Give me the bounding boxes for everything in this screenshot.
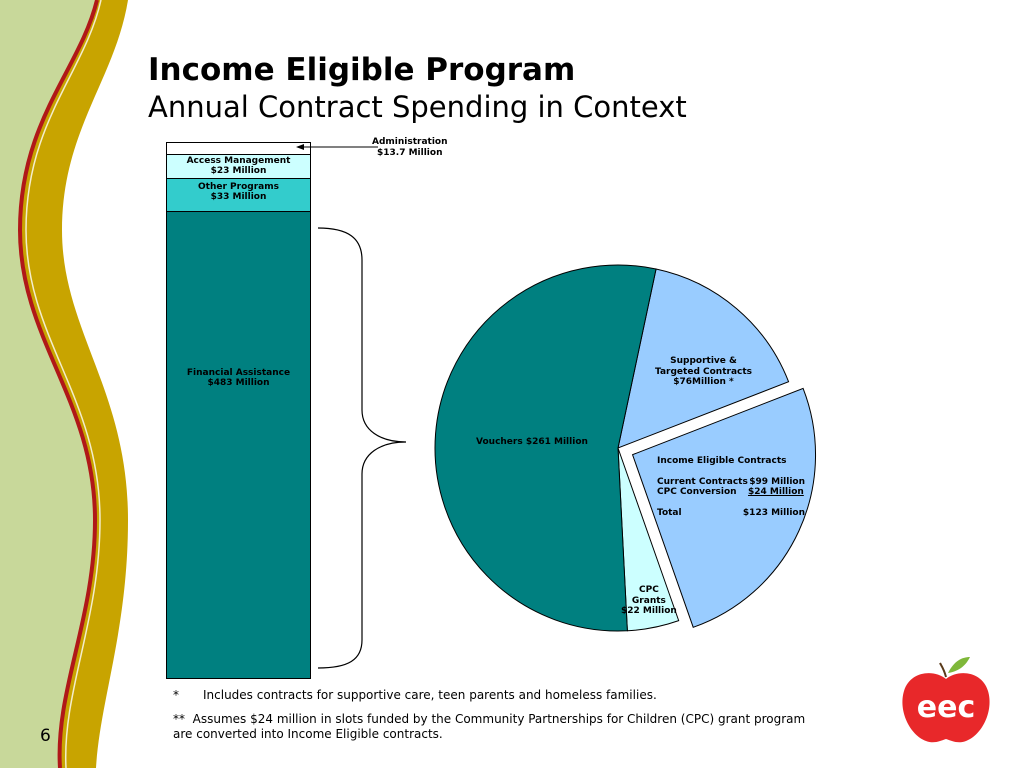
supportive-line-2: Targeted Contracts: [655, 366, 753, 377]
slide-subtitle: Annual Contract Spending in Context: [148, 90, 687, 124]
cpc-grants-label: [621, 585, 677, 617]
cpc-line-3: $22 Million: [621, 606, 677, 616]
footnote-2-line-2: are converted into Income Eligible contracts.: [173, 727, 443, 741]
brace-icon: [318, 228, 406, 668]
financial-assistance-value: $483 Million: [207, 378, 270, 388]
slide-title: Income Eligible Program: [148, 52, 576, 88]
apple-logo-icon: [896, 655, 996, 750]
other-programs-label: Other Programs: [198, 182, 279, 192]
supportive-line-3: $76Million *: [673, 377, 734, 387]
page-number: 6: [40, 726, 51, 746]
footnote-1: [173, 688, 657, 703]
ie-row-total-label: Total: [657, 507, 682, 518]
ie-row-current-amount: $99 Million: [749, 476, 805, 487]
administration-label: Administration: [372, 137, 448, 147]
administration-value: $13.7 Million: [377, 147, 443, 158]
footnote-2-marker: **: [173, 712, 185, 726]
ie-row-current-label: Current Contracts: [657, 476, 748, 487]
access-management-label: Access Management: [186, 156, 291, 166]
ie-row-current: [657, 477, 805, 488]
footnote-1-text: Includes contracts for supportive care, teen parents and homeless families.: [203, 688, 657, 702]
ie-row-cpc: [657, 487, 805, 498]
cpc-line-2: Grants: [631, 595, 666, 606]
logo-text: eec: [916, 690, 976, 725]
footnote-2-line-1: Assumes $24 million in slots funded by the Community Partnerships for Children (CPC) grant program: [192, 712, 806, 726]
supportive-label: [655, 356, 752, 388]
ie-row-cpc-label: CPC Conversion: [657, 487, 737, 497]
access-management-value: $23 Million: [210, 166, 267, 176]
ie-row-cpc-amount: $24 Million: [748, 487, 804, 497]
income-eligible-title: Income Eligible Contracts: [657, 456, 787, 466]
footnote-2: [173, 712, 805, 742]
arrow-icon: [296, 144, 378, 150]
cpc-line-1: CPC: [639, 585, 659, 595]
footnote-1-marker: *: [173, 688, 179, 702]
financial-assistance-label: Financial Assistance: [186, 368, 291, 378]
income-eligible-label: [657, 456, 805, 518]
ie-row-total: [657, 508, 805, 519]
vouchers-label-text: Vouchers $261 Million: [476, 437, 588, 447]
other-programs-value: $33 Million: [210, 192, 267, 202]
vouchers-label: [476, 437, 588, 448]
supportive-line-1: Supportive &: [670, 356, 737, 366]
ie-row-total-amount: $123 Million: [742, 507, 805, 518]
pie-slice-vouchers: [435, 265, 656, 631]
